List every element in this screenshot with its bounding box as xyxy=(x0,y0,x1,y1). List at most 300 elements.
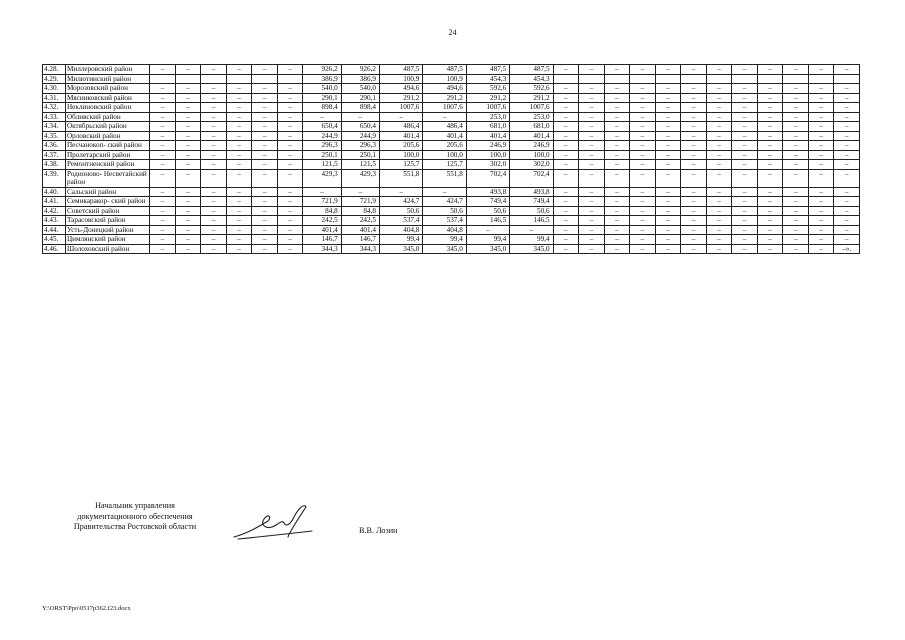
table-cell: – xyxy=(681,187,707,197)
table-cell: – xyxy=(226,93,252,103)
table-cell: 404,8 xyxy=(380,225,423,235)
table-cell: – xyxy=(380,187,423,197)
district-name: Орловский район xyxy=(65,131,149,141)
table-cell: – xyxy=(277,141,303,151)
table-cell: – xyxy=(201,206,227,216)
table-cell: – xyxy=(303,112,341,122)
table-cell: – xyxy=(706,122,732,132)
table-cell: – xyxy=(175,122,201,132)
table-row xyxy=(43,225,860,235)
table-cell: – xyxy=(579,141,605,151)
table-cell: – xyxy=(150,141,176,151)
table-cell: 291,2 xyxy=(423,93,466,103)
table-cell: – xyxy=(757,169,783,187)
table-cell: – xyxy=(604,131,630,141)
table-cell: 99,4 xyxy=(510,235,553,245)
table-cell: – xyxy=(579,65,605,75)
table-cell: – xyxy=(732,160,758,170)
row-number: 4.34. xyxy=(43,122,66,132)
table-cell: – xyxy=(553,103,579,113)
district-name: Сальский район xyxy=(65,187,149,197)
table-cell: – xyxy=(834,65,860,75)
table-cell: 291,2 xyxy=(510,93,553,103)
table-cell: – xyxy=(175,169,201,187)
table-cell: 429,3 xyxy=(341,169,379,187)
table-cell: – xyxy=(226,187,252,197)
table-cell: – xyxy=(808,197,834,207)
table-cell: – xyxy=(655,103,681,113)
table-cell: – xyxy=(757,197,783,207)
table-row xyxy=(43,206,860,216)
table-cell: 540,0 xyxy=(303,84,341,94)
table-cell: 702,4 xyxy=(466,169,509,187)
table-cell: – xyxy=(226,150,252,160)
table-cell: 401,4 xyxy=(303,225,341,235)
table-cell: 1007,6 xyxy=(510,103,553,113)
table-cell: – xyxy=(783,103,809,113)
table-cell: – xyxy=(226,244,252,254)
table-cell: – xyxy=(226,216,252,226)
district-name: Цимлянский район xyxy=(65,235,149,245)
table-cell: – xyxy=(150,225,176,235)
table-cell: – xyxy=(681,122,707,132)
table-cell: – xyxy=(732,225,758,235)
table-cell: – xyxy=(604,169,630,187)
table-cell: – xyxy=(466,225,509,235)
table-cell: 250,1 xyxy=(303,150,341,160)
table-cell: – xyxy=(732,112,758,122)
table-cell: – xyxy=(277,216,303,226)
table-cell: – xyxy=(201,197,227,207)
table-cell: 302,0 xyxy=(510,160,553,170)
table-cell: 537,4 xyxy=(380,216,423,226)
table-cell: – xyxy=(277,84,303,94)
table-row xyxy=(43,122,860,132)
table-cell: – xyxy=(277,122,303,132)
table-cell: – xyxy=(604,150,630,160)
table-cell: – xyxy=(783,150,809,160)
table-cell: – xyxy=(732,235,758,245)
table-cell: – xyxy=(630,235,656,245)
table-cell: 681,0 xyxy=(510,122,553,132)
table-cell: – xyxy=(681,169,707,187)
table-cell: 99,4 xyxy=(380,235,423,245)
table-cell: 551,8 xyxy=(423,169,466,187)
table-cell: – xyxy=(604,235,630,245)
table-cell: – xyxy=(630,93,656,103)
table-cell: – xyxy=(808,187,834,197)
table-cell: 898,4 xyxy=(303,103,341,113)
row-number: 4.31. xyxy=(43,93,66,103)
table-cell: – xyxy=(834,197,860,207)
table-cell: – xyxy=(150,93,176,103)
table-cell: – xyxy=(783,141,809,151)
table-cell: – xyxy=(808,244,834,254)
table-cell: – xyxy=(783,65,809,75)
table-cell: 1007,6 xyxy=(423,103,466,113)
table-cell: – xyxy=(706,141,732,151)
table-row xyxy=(43,160,860,170)
table-cell: – xyxy=(150,206,176,216)
table-cell: 253,0 xyxy=(510,112,553,122)
table-cell: – xyxy=(630,160,656,170)
data-table xyxy=(42,64,860,254)
table-cell: – xyxy=(252,244,278,254)
table-cell: – xyxy=(277,150,303,160)
table-cell: – xyxy=(706,103,732,113)
table-cell: – xyxy=(604,141,630,151)
table-cell: – xyxy=(604,160,630,170)
table-cell xyxy=(783,74,809,84)
table-cell: – xyxy=(579,103,605,113)
table-cell: – xyxy=(277,65,303,75)
table-cell: – xyxy=(834,84,860,94)
table-cell: 429,3 xyxy=(303,169,341,187)
table-cell: – xyxy=(834,187,860,197)
table-cell: – xyxy=(175,84,201,94)
district-name: Семикаракор- ский район xyxy=(65,197,149,207)
table-cell: – xyxy=(655,187,681,197)
table-cell: – xyxy=(655,169,681,187)
table-cell: – xyxy=(732,65,758,75)
table-cell: – xyxy=(630,141,656,151)
table-cell: 100,9 xyxy=(423,74,466,84)
table-cell: – xyxy=(706,187,732,197)
table-cell: 100,0 xyxy=(423,150,466,160)
table-cell: – xyxy=(757,93,783,103)
table-cell: 551,8 xyxy=(380,169,423,187)
table-cell: – xyxy=(783,235,809,245)
table-cell: – xyxy=(834,225,860,235)
table-cell: – xyxy=(553,150,579,160)
table-cell: – xyxy=(579,169,605,187)
table-cell: – xyxy=(681,160,707,170)
table-cell: 205,6 xyxy=(423,141,466,151)
table-cell: – xyxy=(175,65,201,75)
table-cell: 681,0 xyxy=(466,122,509,132)
table-cell: – xyxy=(681,225,707,235)
table-cell: 424,7 xyxy=(380,197,423,207)
row-number: 4.45. xyxy=(43,235,66,245)
table-cell: 50,6 xyxy=(510,206,553,216)
table-cell: – xyxy=(732,244,758,254)
signer-title-line-2: документационного обеспечения xyxy=(77,511,193,521)
table-cell: – xyxy=(226,84,252,94)
table-cell: 100,9 xyxy=(380,74,423,84)
table-cell xyxy=(655,74,681,84)
table-cell: – xyxy=(706,112,732,122)
table-row xyxy=(43,65,860,75)
row-number: 4.35. xyxy=(43,131,66,141)
table-cell: – xyxy=(604,225,630,235)
table-cell: – xyxy=(150,187,176,197)
table-cell: – xyxy=(175,131,201,141)
table-cell: – xyxy=(175,216,201,226)
table-cell: – xyxy=(783,225,809,235)
row-number: 4.41. xyxy=(43,197,66,207)
table-cell: 296,3 xyxy=(303,141,341,151)
table-cell: 345,0 xyxy=(423,244,466,254)
table-cell: – xyxy=(277,197,303,207)
table-cell: – xyxy=(252,216,278,226)
table-cell: 100,0 xyxy=(380,150,423,160)
table-cell: – xyxy=(655,112,681,122)
district-name: Песчанокоп- ский район xyxy=(65,141,149,151)
table-cell: – xyxy=(604,112,630,122)
table-cell: – xyxy=(681,65,707,75)
table-cell: – xyxy=(834,112,860,122)
table-cell: 424,7 xyxy=(423,197,466,207)
table-cell: – xyxy=(226,206,252,216)
table-cell: 50,6 xyxy=(466,206,509,216)
table-cell: – xyxy=(277,103,303,113)
table-cell: – xyxy=(579,206,605,216)
table-cell: – xyxy=(783,216,809,226)
table-cell: – xyxy=(341,187,379,197)
row-number: 4.43. xyxy=(43,216,66,226)
table-cell xyxy=(604,74,630,84)
table-cell: – xyxy=(252,122,278,132)
table-cell: – xyxy=(808,160,834,170)
table-cell: – xyxy=(732,84,758,94)
table-cell: 454,3 xyxy=(510,74,553,84)
table-cell: – xyxy=(655,150,681,160)
handwritten-signature xyxy=(228,497,318,545)
table-cell: – xyxy=(226,169,252,187)
table-cell: – xyxy=(226,131,252,141)
table-cell: 926,2 xyxy=(303,65,341,75)
table-cell: – xyxy=(579,216,605,226)
table-cell: – xyxy=(757,103,783,113)
signer-title-line-1: Начальник управления xyxy=(95,501,175,510)
table-cell: – xyxy=(808,141,834,151)
signature-block xyxy=(60,501,210,533)
table-cell: 486,4 xyxy=(380,122,423,132)
table-cell: – xyxy=(201,122,227,132)
table-cell: 146,5 xyxy=(510,216,553,226)
table-cell: – xyxy=(630,103,656,113)
table-cell: – xyxy=(553,235,579,245)
table-cell: 146,5 xyxy=(466,216,509,226)
table-cell: – xyxy=(834,206,860,216)
table-cell: – xyxy=(201,103,227,113)
table-cell: – xyxy=(681,141,707,151)
table-cell: – xyxy=(655,197,681,207)
table-cell: – xyxy=(783,93,809,103)
table-cell: – xyxy=(681,150,707,160)
table-cell: – xyxy=(201,141,227,151)
table-cell: – xyxy=(252,150,278,160)
table-cell: – xyxy=(553,65,579,75)
row-number: 4.36. xyxy=(43,141,66,151)
table-cell: – xyxy=(655,65,681,75)
table-cell: 486,4 xyxy=(423,122,466,132)
table-cell: – xyxy=(757,112,783,122)
table-cell: 401,4 xyxy=(466,131,509,141)
table-cell: – xyxy=(834,216,860,226)
signer-name: В.В. Лозин xyxy=(359,526,398,535)
table-cell: – xyxy=(201,244,227,254)
signer-title-line-3: Правительства Ростовской области xyxy=(73,522,197,531)
table-cell: – xyxy=(655,244,681,254)
table-cell: 493,8 xyxy=(510,187,553,197)
table-cell: – xyxy=(732,187,758,197)
table-cell: – xyxy=(630,225,656,235)
table-cell: – xyxy=(655,225,681,235)
table-cell: – xyxy=(252,103,278,113)
table-cell: 246,9 xyxy=(466,141,509,151)
table-cell: – xyxy=(757,216,783,226)
table-cell: – xyxy=(783,197,809,207)
table-cell: 146,7 xyxy=(303,235,341,245)
district-name: Милютинский район xyxy=(65,74,149,84)
table-cell: – xyxy=(783,187,809,197)
table-cell: – xyxy=(579,197,605,207)
table-cell: 401,4 xyxy=(380,131,423,141)
table-cell: 592,6 xyxy=(466,84,509,94)
table-cell: – xyxy=(630,206,656,216)
table-cell: 493,8 xyxy=(466,187,509,197)
table-cell: – xyxy=(175,160,201,170)
table-cell: – xyxy=(757,141,783,151)
table-cell: – xyxy=(783,112,809,122)
table-cell: – xyxy=(706,131,732,141)
table-row xyxy=(43,84,860,94)
table-cell: – xyxy=(808,235,834,245)
table-cell: – xyxy=(681,84,707,94)
table-row xyxy=(43,141,860,151)
table-cell: – xyxy=(783,169,809,187)
table-cell: – xyxy=(655,131,681,141)
table-cell: – xyxy=(808,122,834,132)
table-cell: – xyxy=(783,206,809,216)
table-cell: – xyxy=(732,93,758,103)
table-cell: 401,4 xyxy=(341,225,379,235)
table-cell: – xyxy=(808,112,834,122)
table-cell: – xyxy=(226,235,252,245)
table-cell: – xyxy=(175,141,201,151)
table-cell: – xyxy=(757,244,783,254)
table-cell: – xyxy=(150,84,176,94)
table-cell: – xyxy=(201,112,227,122)
table-cell: – xyxy=(706,93,732,103)
table-cell: 246,9 xyxy=(510,141,553,151)
table-cell: – xyxy=(277,93,303,103)
district-name: Обливский район xyxy=(65,112,149,122)
table-cell: 99,4 xyxy=(466,235,509,245)
table-cell xyxy=(757,74,783,84)
table-cell: – xyxy=(808,225,834,235)
table-cell: – xyxy=(150,122,176,132)
table-cell: – xyxy=(226,160,252,170)
table-cell: 84,8 xyxy=(303,206,341,216)
row-number: 4.32. xyxy=(43,103,66,113)
table-cell: – xyxy=(201,150,227,160)
table-cell: – xyxy=(252,235,278,245)
table-row xyxy=(43,131,860,141)
table-cell: – xyxy=(252,84,278,94)
table-cell: – xyxy=(175,206,201,216)
table-cell: – xyxy=(757,150,783,160)
table-cell: – xyxy=(423,112,466,122)
table-cell: – xyxy=(630,150,656,160)
table-cell: – xyxy=(201,216,227,226)
table-cell: – xyxy=(201,84,227,94)
district-name: Пролетарский район xyxy=(65,150,149,160)
district-name: Усть-Донецкий район xyxy=(65,225,149,235)
table-cell: – xyxy=(681,235,707,245)
table-cell: – xyxy=(150,216,176,226)
table-cell: – xyxy=(252,225,278,235)
table-cell: – xyxy=(834,141,860,151)
table-cell: 345,0 xyxy=(510,244,553,254)
table-cell: – xyxy=(757,65,783,75)
table-cell: – xyxy=(706,206,732,216)
table-cell: – xyxy=(553,225,579,235)
table-cell: – xyxy=(341,112,379,122)
table-cell: – xyxy=(579,225,605,235)
table-cell: – xyxy=(201,65,227,75)
table-cell xyxy=(150,74,176,84)
table-cell xyxy=(681,74,707,84)
table-cell: – xyxy=(783,84,809,94)
table-cell: 404,8 xyxy=(423,225,466,235)
table-cell xyxy=(706,74,732,84)
table-cell: – xyxy=(757,235,783,245)
table-cell: – xyxy=(579,150,605,160)
table-cell: – xyxy=(579,160,605,170)
table-cell: 253,0 xyxy=(466,112,509,122)
table-cell xyxy=(226,74,252,84)
table-cell: – xyxy=(150,103,176,113)
table-cell: – xyxy=(150,235,176,245)
table-cell: 749,4 xyxy=(466,197,509,207)
table-cell xyxy=(175,74,201,84)
table-cell: – xyxy=(706,235,732,245)
table-cell: – xyxy=(630,131,656,141)
table-cell: – xyxy=(604,65,630,75)
table-cell: 344,3 xyxy=(303,244,341,254)
table-cell: 721,9 xyxy=(341,197,379,207)
table-cell: 537,4 xyxy=(423,216,466,226)
table-cell: 487,5 xyxy=(423,65,466,75)
table-cell: – xyxy=(732,216,758,226)
table-cell: – xyxy=(655,160,681,170)
table-cell: – xyxy=(732,141,758,151)
table-cell: – xyxy=(732,197,758,207)
table-cell: 291,2 xyxy=(466,93,509,103)
table-cell: – xyxy=(808,93,834,103)
table-cell: – xyxy=(783,122,809,132)
table-cell: – xyxy=(252,112,278,122)
table-cell: – xyxy=(706,225,732,235)
table-cell: – xyxy=(808,65,834,75)
table-cell: 540,0 xyxy=(341,84,379,94)
table-cell: – xyxy=(553,112,579,122)
table-cell: – xyxy=(277,169,303,187)
table-cell: – xyxy=(226,225,252,235)
table-cell: – xyxy=(604,206,630,216)
table-cell: – xyxy=(579,122,605,132)
table-cell: – xyxy=(175,150,201,160)
table-cell: – xyxy=(834,93,860,103)
table-cell: – xyxy=(150,169,176,187)
table-cell: – xyxy=(380,112,423,122)
table-cell: – xyxy=(252,169,278,187)
table-cell: 494,6 xyxy=(423,84,466,94)
table-cell xyxy=(277,74,303,84)
table-cell: – xyxy=(175,244,201,254)
